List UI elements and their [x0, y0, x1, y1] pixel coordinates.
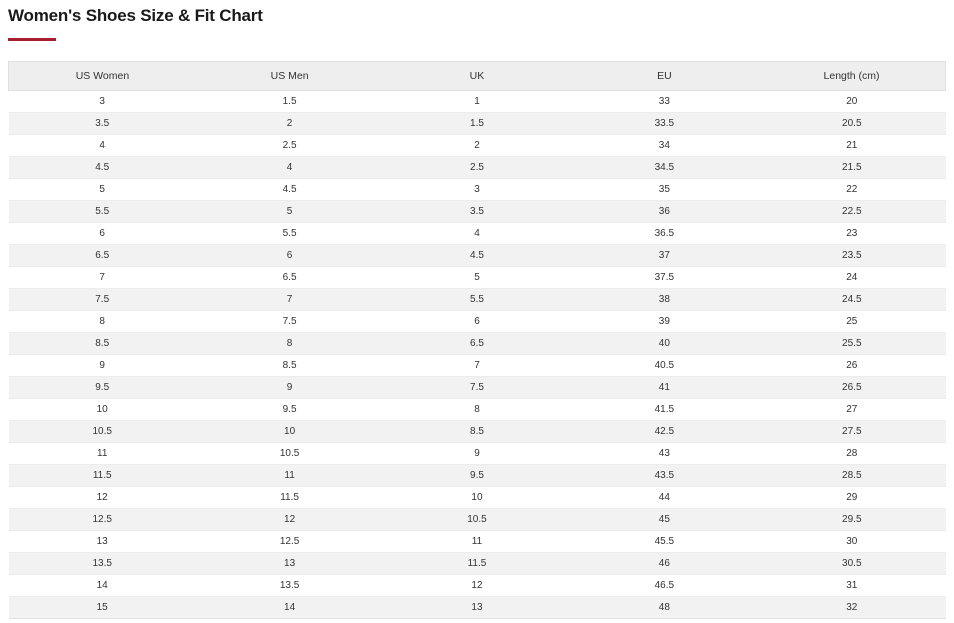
table-cell: 9	[383, 443, 570, 465]
table-cell: 10.5	[196, 443, 383, 465]
table-row	[9, 223, 946, 245]
table-cell: 48	[571, 597, 758, 619]
table-cell: 8	[383, 399, 570, 421]
column-header-uk: UK	[383, 62, 570, 91]
table-cell: 20.5	[758, 113, 945, 135]
table-cell: 33.5	[571, 113, 758, 135]
table-header	[9, 62, 946, 91]
table-cell: 44	[571, 487, 758, 509]
table-cell: 13	[383, 597, 570, 619]
table-cell: 1.5	[196, 91, 383, 113]
table-cell: 9	[9, 355, 196, 377]
table-row	[9, 245, 946, 267]
table-row	[9, 597, 946, 619]
table-cell: 3	[383, 179, 570, 201]
column-header-us-women: US Women	[9, 62, 196, 91]
table-cell: 8.5	[9, 333, 196, 355]
column-header-us-men: US Men	[196, 62, 383, 91]
table-cell: 10.5	[383, 509, 570, 531]
table-cell: 27	[758, 399, 945, 421]
table-cell: 23	[758, 223, 945, 245]
table-row	[9, 157, 946, 179]
table-cell: 12	[196, 509, 383, 531]
table-cell: 28	[758, 443, 945, 465]
table-cell: 13	[9, 531, 196, 553]
table-cell: 7.5	[196, 311, 383, 333]
column-header-eu: EU	[571, 62, 758, 91]
table-cell: 4	[196, 157, 383, 179]
table-header-row	[9, 62, 946, 91]
table-cell: 5	[383, 267, 570, 289]
table-cell: 9.5	[383, 465, 570, 487]
table-cell: 12	[383, 575, 570, 597]
table-cell: 22	[758, 179, 945, 201]
table-cell: 33	[571, 91, 758, 113]
table-row	[9, 201, 946, 223]
table-cell: 11.5	[383, 553, 570, 575]
table-cell: 6.5	[196, 267, 383, 289]
table-cell: 9.5	[196, 399, 383, 421]
table-row	[9, 311, 946, 333]
table-cell: 9.5	[9, 377, 196, 399]
table-cell: 6	[383, 311, 570, 333]
table-row	[9, 377, 946, 399]
table-cell: 41.5	[571, 399, 758, 421]
table-cell: 21.5	[758, 157, 945, 179]
table-cell: 12.5	[9, 509, 196, 531]
table-cell: 6	[196, 245, 383, 267]
table-cell: 7.5	[9, 289, 196, 311]
table-cell: 1	[383, 91, 570, 113]
table-row	[9, 289, 946, 311]
table-cell: 4.5	[9, 157, 196, 179]
table-cell: 4.5	[383, 245, 570, 267]
table-cell: 22.5	[758, 201, 945, 223]
table-cell: 36.5	[571, 223, 758, 245]
table-cell: 4	[383, 223, 570, 245]
table-cell: 42.5	[571, 421, 758, 443]
table-cell: 10	[383, 487, 570, 509]
table-row	[9, 465, 946, 487]
table-cell: 37.5	[571, 267, 758, 289]
table-cell: 35	[571, 179, 758, 201]
table-row	[9, 113, 946, 135]
table-cell: 41	[571, 377, 758, 399]
table-cell: 15	[9, 597, 196, 619]
table-cell: 30.5	[758, 553, 945, 575]
table-cell: 3.5	[9, 113, 196, 135]
column-header-length-cm: Length (cm)	[758, 62, 945, 91]
size-chart-table-container	[8, 61, 946, 619]
table-cell: 38	[571, 289, 758, 311]
table-cell: 31	[758, 575, 945, 597]
table-cell: 37	[571, 245, 758, 267]
table-cell: 45	[571, 509, 758, 531]
table-cell: 46.5	[571, 575, 758, 597]
table-cell: 45.5	[571, 531, 758, 553]
table-cell: 11	[196, 465, 383, 487]
table-cell: 3	[9, 91, 196, 113]
table-cell: 24	[758, 267, 945, 289]
table-row	[9, 553, 946, 575]
table-row	[9, 333, 946, 355]
table-cell: 8	[9, 311, 196, 333]
table-cell: 7.5	[383, 377, 570, 399]
table-cell: 46	[571, 553, 758, 575]
table-cell: 9	[196, 377, 383, 399]
table-cell: 11.5	[9, 465, 196, 487]
table-cell: 25	[758, 311, 945, 333]
table-cell: 14	[9, 575, 196, 597]
table-cell: 8.5	[196, 355, 383, 377]
table-cell: 10.5	[9, 421, 196, 443]
table-cell: 36	[571, 201, 758, 223]
table-cell: 5.5	[9, 201, 196, 223]
table-cell: 21	[758, 135, 945, 157]
table-cell: 26.5	[758, 377, 945, 399]
table-cell: 2.5	[196, 135, 383, 157]
table-cell: 2	[196, 113, 383, 135]
table-cell: 14	[196, 597, 383, 619]
table-cell: 7	[196, 289, 383, 311]
table-cell: 5.5	[196, 223, 383, 245]
table-cell: 11.5	[196, 487, 383, 509]
table-cell: 23.5	[758, 245, 945, 267]
table-cell: 5.5	[383, 289, 570, 311]
table-cell: 10	[196, 421, 383, 443]
table-row	[9, 509, 946, 531]
table-row	[9, 399, 946, 421]
table-cell: 3.5	[383, 201, 570, 223]
table-cell: 1.5	[383, 113, 570, 135]
table-cell: 8.5	[383, 421, 570, 443]
table-row	[9, 267, 946, 289]
size-chart-table	[8, 61, 946, 619]
table-cell: 6	[9, 223, 196, 245]
table-cell: 26	[758, 355, 945, 377]
table-cell: 25.5	[758, 333, 945, 355]
table-cell: 29.5	[758, 509, 945, 531]
table-cell: 7	[383, 355, 570, 377]
table-row	[9, 443, 946, 465]
table-row	[9, 135, 946, 157]
table-cell: 13.5	[196, 575, 383, 597]
table-cell: 7	[9, 267, 196, 289]
page-title: Women's Shoes Size & Fit Chart	[8, 6, 263, 25]
table-row	[9, 355, 946, 377]
table-row	[9, 179, 946, 201]
table-cell: 24.5	[758, 289, 945, 311]
table-body	[9, 91, 946, 619]
table-cell: 4.5	[196, 179, 383, 201]
table-cell: 11	[9, 443, 196, 465]
table-row	[9, 421, 946, 443]
title-underline-rule	[8, 38, 56, 41]
table-cell: 5	[9, 179, 196, 201]
table-cell: 5	[196, 201, 383, 223]
table-cell: 32	[758, 597, 945, 619]
table-cell: 40.5	[571, 355, 758, 377]
table-cell: 43.5	[571, 465, 758, 487]
table-cell: 2.5	[383, 157, 570, 179]
table-cell: 12	[9, 487, 196, 509]
table-cell: 12.5	[196, 531, 383, 553]
table-cell: 20	[758, 91, 945, 113]
table-cell: 13.5	[9, 553, 196, 575]
table-row	[9, 91, 946, 113]
table-cell: 6.5	[383, 333, 570, 355]
table-cell: 43	[571, 443, 758, 465]
table-cell: 8	[196, 333, 383, 355]
table-cell: 30	[758, 531, 945, 553]
table-cell: 39	[571, 311, 758, 333]
table-cell: 2	[383, 135, 570, 157]
table-cell: 28.5	[758, 465, 945, 487]
table-cell: 13	[196, 553, 383, 575]
table-row	[9, 575, 946, 597]
table-cell: 40	[571, 333, 758, 355]
table-cell: 6.5	[9, 245, 196, 267]
table-cell: 29	[758, 487, 945, 509]
table-cell: 4	[9, 135, 196, 157]
table-cell: 34.5	[571, 157, 758, 179]
table-cell: 34	[571, 135, 758, 157]
table-cell: 27.5	[758, 421, 945, 443]
table-cell: 10	[9, 399, 196, 421]
table-cell: 11	[383, 531, 570, 553]
table-row	[9, 487, 946, 509]
table-row	[9, 531, 946, 553]
